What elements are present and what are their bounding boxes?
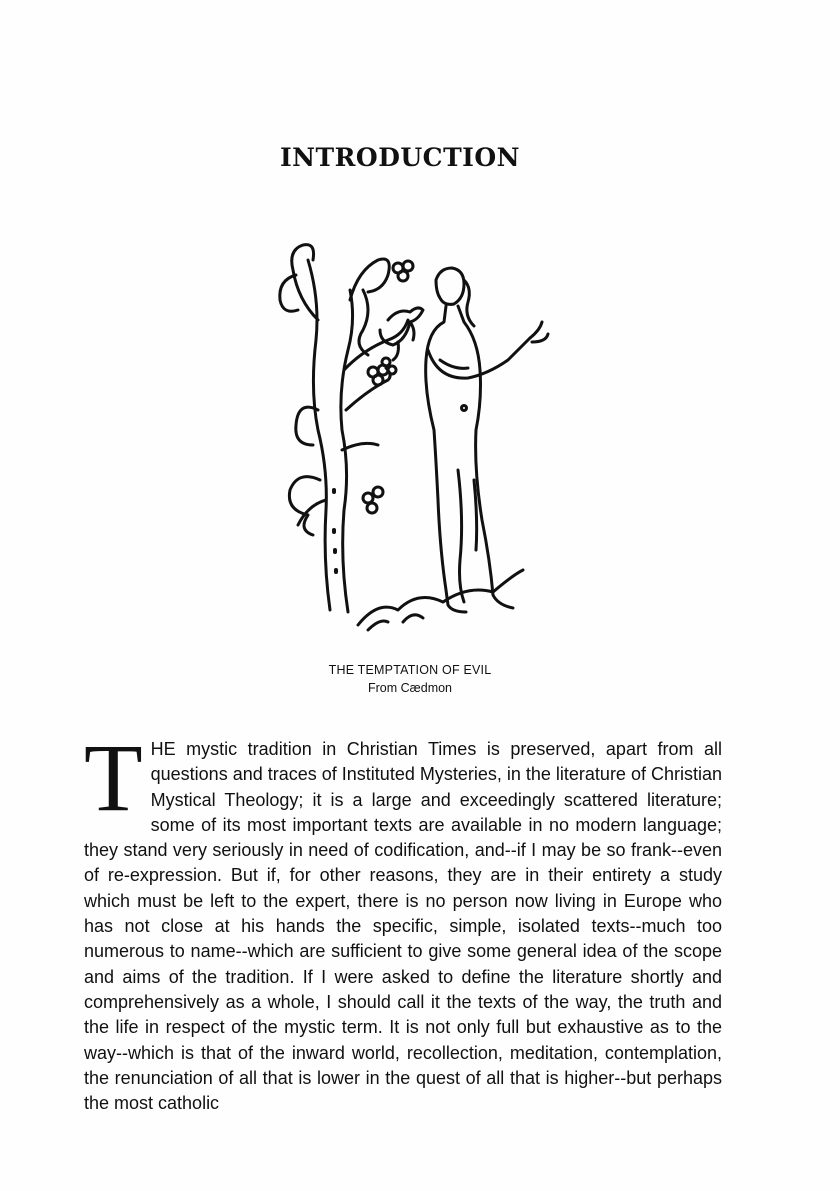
figure-caption-title: THE TEMPTATION OF EVIL: [328, 663, 492, 677]
drop-cap: T: [84, 724, 143, 831]
temptation-illustration-icon: [268, 230, 568, 640]
figure-caption-source: From Cædmon: [367, 681, 453, 695]
paragraph-text: HE mystic tradition in Christian Times is preserved, apart from all questions and traces of Instituted Mysteries, in the literature of Christian Mystical Theology; it is a large and exceedingly scattered literature; some of its most important texts are available in no modern language; they stand very seriously in need of codification, and--if I may be so frank--even of re-expression. But if, for other reasons, they are in their entirety a study which must be left to the expert, there is no person now living in Europe who has not close at his hands the specific, simple, isolated texts--much too numerous to name--which are sufficient to give some general idea of the scope and aims of the tradition. If I were asked to define the literature shortly and comprehensively as a whole, I should call it the texts of the way, the truth and the life in respect of the mystic term. It is not only full but exhaustive as to the way--which is that of the inward world, recollection, meditation, contemplation, the renunciation of all that is lower in the quest of all that is higher--but perhaps the most catholic: [84, 739, 722, 1114]
body-paragraph: [84, 724, 722, 1116]
page-title: INTRODUCTION: [279, 143, 520, 172]
